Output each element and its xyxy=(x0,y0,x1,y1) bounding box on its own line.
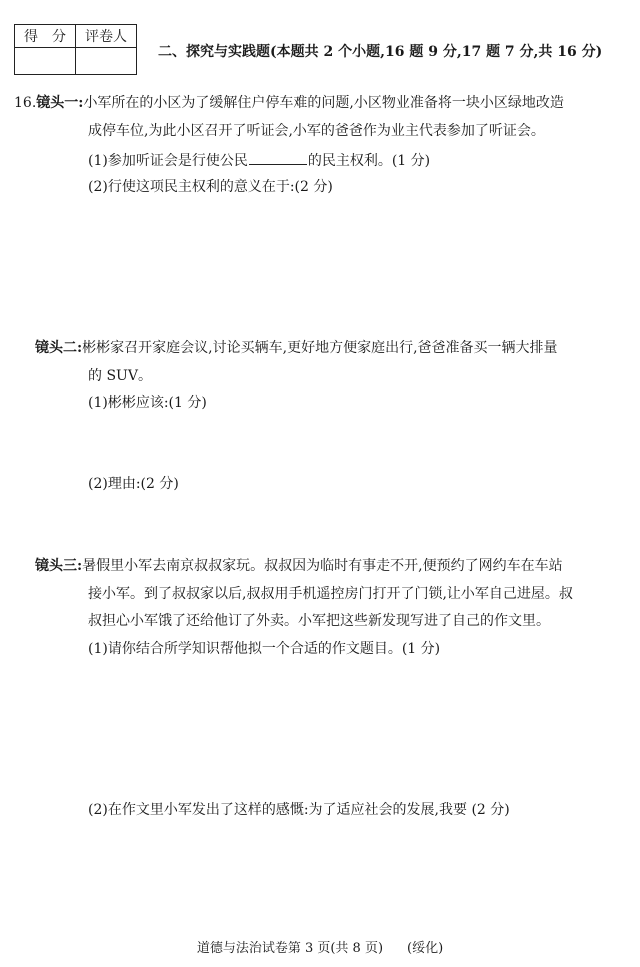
grader-cell[interactable] xyxy=(76,48,137,75)
section-title: 二、探究与实践题(本题共 2 个小题,16 题 9 分,17 题 7 分,共 16 分) xyxy=(158,44,603,60)
scene1-question-2: (2)行使这项民主权利的意义在于:(2 分) xyxy=(88,179,333,195)
grader-header: 评卷人 xyxy=(76,25,137,48)
answer-blank[interactable] xyxy=(249,150,307,165)
score-cell[interactable] xyxy=(15,48,76,75)
scene2-label: 镜头二: xyxy=(35,340,83,356)
scene2-question-2: (2)理由:(2 分) xyxy=(88,476,179,492)
score-table xyxy=(14,24,137,75)
scene1-label: 镜头一: xyxy=(36,95,84,111)
scene3-text-2: 接小军。到了叔叔家以后,叔叔用手机遥控房门打开了门锁,让小军自己进屋。叔 xyxy=(88,586,573,602)
scene1-line1 xyxy=(14,94,564,112)
scene3-question-2: (2)在作文里小军发出了这样的感慨:为了适应社会的发展,我要 (2 分) xyxy=(88,802,510,818)
scene3-line1 xyxy=(35,557,563,575)
scene1-text-1: 小军所在的小区为了缓解住户停车难的问题,小区物业准备将一块小区绿地改造 xyxy=(83,95,564,111)
page-number-text: 道德与法治试卷第 3 页(共 8 页) xyxy=(196,941,384,956)
scene2-text-1: 彬彬家召开家庭会议,讨论买辆车,更好地方便家庭出行,爸爸准备买一辆大排量 xyxy=(82,340,558,356)
scene2-question-1: (1)彬彬应该:(1 分) xyxy=(88,395,207,411)
scene3-text-3: 叔担心小军饿了还给他订了外卖。小军把这些新发现写进了自己的作文里。 xyxy=(88,613,550,629)
score-header: 得 分 xyxy=(15,25,76,48)
scene3-question-1: (1)请你结合所学知识帮他拟一个合适的作文题目。(1 分) xyxy=(88,641,441,657)
scene2-text-2: 的 SUV。 xyxy=(88,368,152,384)
scene1-q1-after: 的民主权利。(1 分) xyxy=(307,153,431,169)
page-footer xyxy=(0,937,640,956)
scene1-text-2: 成停车位,为此小区召开了听证会,小军的爸爸作为业主代表参加了听证会。 xyxy=(88,123,545,139)
scene3-label: 镜头三: xyxy=(35,558,83,574)
scene1-q1-before: (1)参加听证会是行使公民 xyxy=(88,153,248,169)
scene3-text-1: 暑假里小军去南京叔叔家玩。叔叔因为临时有事走不开,便预约了网约车在车站 xyxy=(82,558,563,574)
region-label: (绥化) xyxy=(407,941,444,956)
scene2-line1 xyxy=(35,339,558,357)
question-number: 16. xyxy=(14,95,37,111)
scene1-question-1 xyxy=(88,150,430,170)
